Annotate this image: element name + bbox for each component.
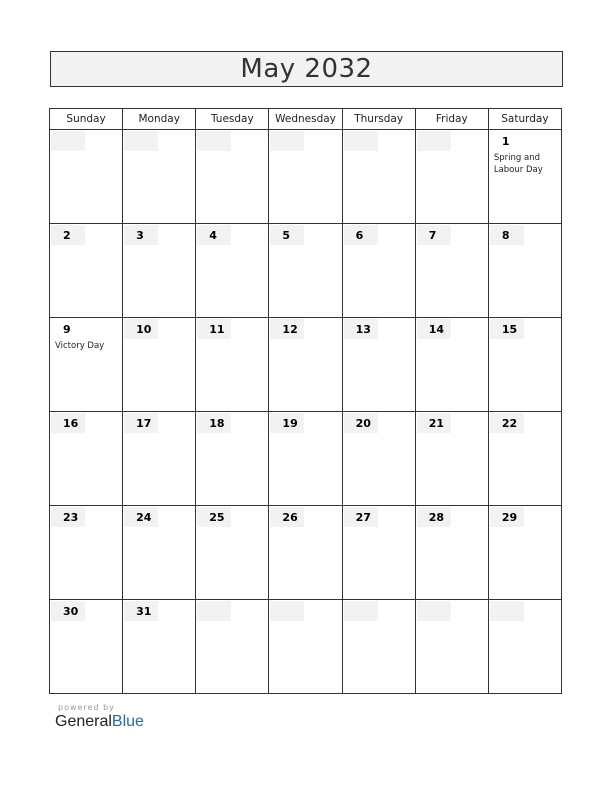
- holiday-label: Spring and Labour Day: [493, 153, 543, 175]
- day-number-label: 30: [63, 604, 79, 618]
- day-number-label: 1: [501, 134, 510, 148]
- day-number: [270, 413, 304, 433]
- day-number-label: 25: [209, 510, 225, 524]
- weekday-header: Wednesday: [269, 109, 342, 130]
- day-number-label: 2: [63, 228, 71, 242]
- day-number: [490, 601, 524, 621]
- day-cell: [488, 130, 561, 224]
- weekday-header: Saturday: [488, 109, 561, 130]
- weekday-header: Thursday: [342, 109, 415, 130]
- week-row: [50, 600, 562, 694]
- day-cell: [50, 318, 123, 412]
- day-number-label: 14: [428, 322, 445, 336]
- day-number: [270, 319, 304, 339]
- day-cell: [488, 506, 561, 600]
- day-cell: [123, 600, 196, 694]
- day-number: [124, 319, 158, 339]
- day-cell: [269, 600, 342, 694]
- day-number: [270, 507, 304, 527]
- day-number: [51, 507, 85, 527]
- day-cell: [269, 412, 342, 506]
- day-cell: [488, 224, 561, 318]
- day-cell: [123, 412, 196, 506]
- day-number-label: 13: [355, 322, 371, 336]
- day-number: [270, 601, 304, 621]
- day-number-label: 20: [355, 416, 371, 430]
- day-cell: [269, 318, 342, 412]
- day-number: [270, 131, 304, 151]
- day-number: [344, 319, 378, 339]
- day-number-label: 15: [501, 322, 518, 336]
- day-cell: [342, 412, 415, 506]
- day-cell: [415, 318, 488, 412]
- weekday-header: Sunday: [50, 109, 123, 130]
- day-number: [344, 601, 378, 621]
- day-number-label: 9: [63, 322, 71, 336]
- day-number-label: 18: [209, 416, 225, 430]
- calendar-grid: [49, 108, 562, 694]
- day-number-label: 31: [136, 604, 152, 618]
- day-number-label: 12: [282, 322, 298, 336]
- day-number: [51, 319, 85, 339]
- day-number-label: 22: [501, 416, 518, 430]
- month-title: May 2032: [240, 54, 373, 84]
- day-number-label: 7: [428, 228, 437, 242]
- day-number: [124, 507, 158, 527]
- week-row: [50, 130, 562, 224]
- day-number: [344, 225, 378, 245]
- day-number-label: 23: [63, 510, 79, 524]
- day-cell: [415, 412, 488, 506]
- powered-by-text: powered by: [58, 703, 115, 712]
- day-number: [51, 225, 85, 245]
- day-number-label: 28: [428, 510, 445, 524]
- day-cell: [269, 224, 342, 318]
- day-number-label: 24: [136, 510, 152, 524]
- day-number: [490, 319, 524, 339]
- day-cell: [269, 130, 342, 224]
- day-cell: [123, 318, 196, 412]
- day-number-label: 8: [501, 228, 510, 242]
- day-number: [124, 131, 158, 151]
- day-cell: [123, 130, 196, 224]
- holiday-label: Victory Day: [55, 341, 105, 351]
- brand-logo: [55, 713, 144, 731]
- day-number-label: 17: [136, 416, 152, 430]
- day-number: [124, 601, 158, 621]
- day-number-label: 4: [209, 228, 217, 242]
- day-number-label: 11: [209, 322, 225, 336]
- day-cell: [50, 412, 123, 506]
- day-number: [417, 131, 451, 151]
- day-number: [270, 225, 304, 245]
- footer-branding: [55, 703, 144, 731]
- brand-general: General: [55, 713, 112, 730]
- day-number-label: 5: [282, 228, 291, 242]
- day-cell: [123, 224, 196, 318]
- day-number: [490, 131, 524, 151]
- day-number-label: 10: [136, 322, 152, 336]
- day-cell: [196, 600, 269, 694]
- day-number: [51, 413, 85, 433]
- day-cell: [50, 506, 123, 600]
- day-cell: [488, 318, 561, 412]
- day-cell: [196, 224, 269, 318]
- day-number-label: 19: [282, 416, 298, 430]
- day-cell: [415, 224, 488, 318]
- day-number: [417, 413, 451, 433]
- weekday-header: Monday: [123, 109, 196, 130]
- day-cell: [196, 506, 269, 600]
- day-cell: [196, 412, 269, 506]
- day-cell: [488, 600, 561, 694]
- day-number: [344, 413, 378, 433]
- month-title-box: [50, 51, 563, 87]
- day-cell: [196, 318, 269, 412]
- day-cell: [415, 506, 488, 600]
- day-cell: [342, 130, 415, 224]
- day-cell: [196, 130, 269, 224]
- day-number-label: 26: [282, 510, 298, 524]
- day-number: [197, 225, 231, 245]
- weekday-header: Tuesday: [196, 109, 269, 130]
- day-cell: [50, 600, 123, 694]
- day-number: [124, 225, 158, 245]
- day-number-label: 21: [428, 416, 445, 430]
- day-number: [197, 413, 231, 433]
- day-number: [490, 225, 524, 245]
- day-cell: [342, 506, 415, 600]
- day-number: [51, 131, 85, 151]
- day-number: [197, 319, 231, 339]
- day-number: [51, 601, 85, 621]
- day-number: [417, 601, 451, 621]
- day-number: [417, 507, 451, 527]
- day-number: [197, 601, 231, 621]
- week-row: [50, 506, 562, 600]
- day-cell: [123, 506, 196, 600]
- brand-blue: Blue: [111, 713, 144, 730]
- day-number-label: 6: [355, 228, 364, 242]
- day-number: [344, 131, 378, 151]
- day-number-label: 16: [63, 416, 79, 430]
- weekday-header-row: [50, 109, 562, 130]
- weekday-header: Friday: [415, 109, 488, 130]
- day-cell: [488, 412, 561, 506]
- day-cell: [342, 318, 415, 412]
- day-number-label: 3: [136, 228, 144, 242]
- day-number: [417, 319, 451, 339]
- day-cell: [269, 506, 342, 600]
- week-row: [50, 412, 562, 506]
- day-cell: [50, 224, 123, 318]
- day-cell: [415, 600, 488, 694]
- day-number: [197, 507, 231, 527]
- day-number: [197, 131, 231, 151]
- day-cell: [342, 224, 415, 318]
- day-cell: [50, 130, 123, 224]
- week-row: [50, 224, 562, 318]
- day-number: [490, 413, 524, 433]
- day-number: [344, 507, 378, 527]
- day-cell: [415, 130, 488, 224]
- day-cell: [342, 600, 415, 694]
- week-row: [50, 318, 562, 412]
- day-number-label: 27: [355, 510, 371, 524]
- day-number: [124, 413, 158, 433]
- day-number: [490, 507, 524, 527]
- day-number: [417, 225, 451, 245]
- day-number-label: 29: [501, 510, 518, 524]
